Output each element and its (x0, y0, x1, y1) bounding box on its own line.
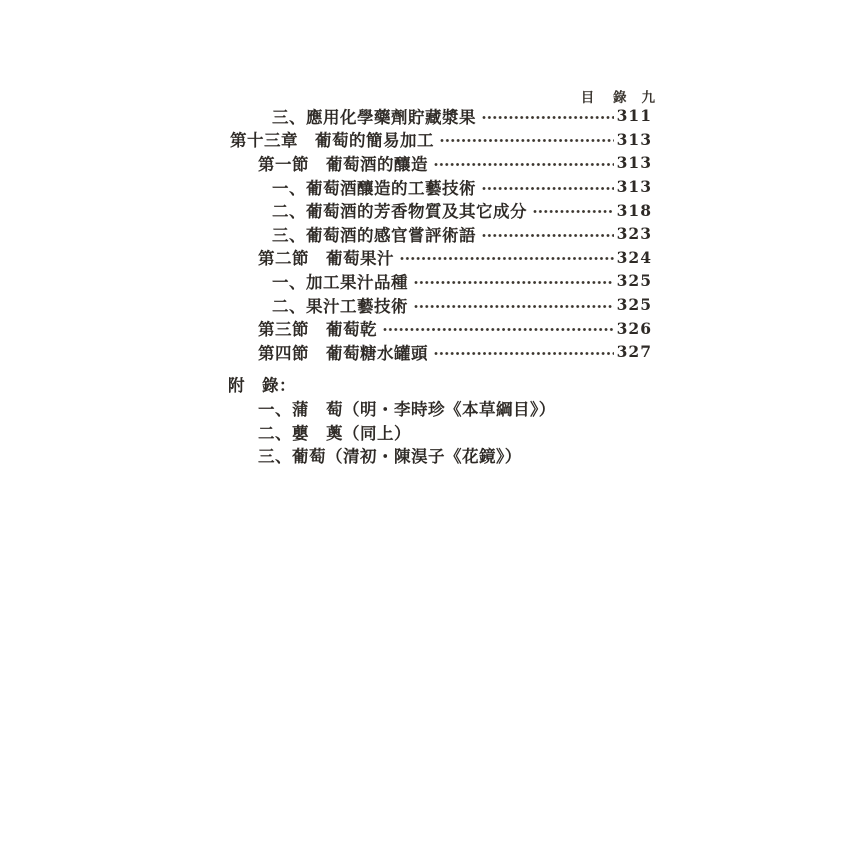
toc-entry-page: 311 (616, 106, 652, 126)
toc-entry-row (200, 246, 652, 270)
dot-leader (383, 327, 614, 332)
toc-entry-page: 325 (616, 271, 652, 291)
toc-entry-row (200, 198, 652, 222)
toc-entry-row (200, 340, 652, 364)
toc-entry-title: 一、葡萄酒釀造的工藝技術 (272, 178, 476, 198)
running-head-title: 目 錄 (580, 90, 634, 106)
dot-leader (414, 304, 614, 309)
dot-leader (434, 162, 614, 167)
dot-leader (414, 280, 614, 285)
toc-list (200, 104, 652, 467)
toc-entry-page: 313 (616, 153, 652, 173)
folio-page-number: 九 (641, 90, 655, 106)
toc-entry-row (200, 293, 652, 317)
dot-leader (440, 138, 614, 143)
toc-entry-page: 323 (616, 224, 652, 244)
dot-leader (482, 115, 614, 120)
toc-entry-row (200, 175, 652, 199)
appendix-heading (200, 373, 652, 397)
appendix-item-title: 三、葡萄（清初・陳淏子《花鏡》） (258, 447, 522, 467)
toc-entry-row (200, 128, 652, 152)
appendix-item (200, 420, 652, 444)
toc-entry-title: 二、葡萄酒的芳香物質及其它成分 (272, 202, 527, 222)
toc-entry-title: 第三節 葡萄乾 (258, 320, 377, 340)
toc-entry-title: 三、應用化學藥劑貯藏漿果 (272, 107, 476, 127)
appendix-item-title: 二、蘡 薁（同上） (258, 423, 411, 443)
toc-entry-title: 三、葡萄酒的感官嘗評術語 (272, 225, 476, 245)
toc-entry-row (200, 151, 652, 175)
toc-entry-page: 313 (616, 177, 652, 197)
dot-leader (533, 209, 614, 214)
toc-entry-row (200, 104, 652, 128)
toc-entry-page: 327 (616, 342, 652, 362)
dot-leader (400, 256, 614, 261)
dot-leader (434, 351, 614, 356)
appendix-item-title: 一、蒲 萄（明・李時珍《本草綱目》） (258, 399, 556, 419)
dot-leader (482, 186, 614, 191)
toc-entry-page: 313 (616, 129, 652, 149)
toc-entry-title: 第四節 葡萄糖水罐頭 (258, 343, 428, 363)
toc-entry-title: 第十三章 葡萄的簡易加工 (230, 131, 434, 151)
appendix-heading-label: 附 錄： (228, 376, 296, 396)
toc-entry-row (200, 222, 652, 246)
toc-entry-title: 一、加工果汁品種 (272, 272, 408, 292)
appendix-item (200, 396, 652, 420)
toc-entry-title: 第一節 葡萄酒的釀造 (258, 154, 428, 174)
toc-entry-title: 二、果汁工藝技術 (272, 296, 408, 316)
toc-entry-page: 326 (616, 318, 652, 338)
toc-entry-title: 第二節 葡萄果汁 (258, 249, 394, 269)
appendix-item (200, 443, 652, 467)
toc-entry-page: 318 (616, 200, 652, 220)
toc-entry-page: 324 (616, 247, 652, 267)
toc-entry-row (200, 269, 652, 293)
dot-leader (482, 233, 614, 238)
toc-entry-page: 325 (616, 295, 652, 315)
toc-entry-row (200, 316, 652, 340)
